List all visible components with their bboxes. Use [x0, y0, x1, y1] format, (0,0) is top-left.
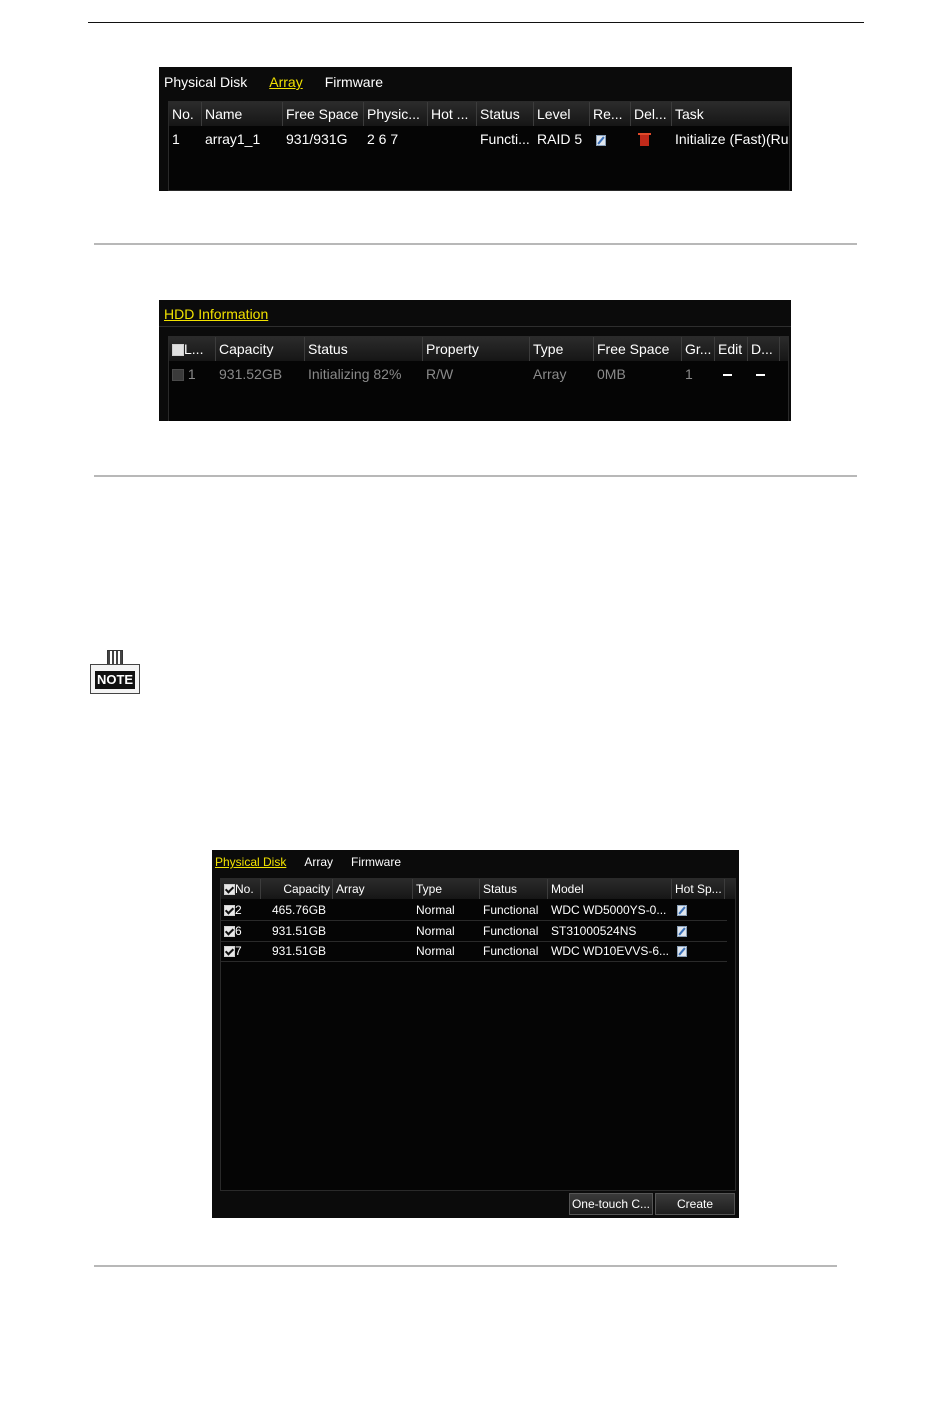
edit-icon[interactable] — [596, 135, 606, 146]
row-checkbox[interactable] — [224, 926, 235, 937]
col-name[interactable]: Name — [202, 102, 283, 126]
tab-physical-disk[interactable]: Physical Disk — [215, 855, 287, 869]
col-status[interactable]: Status — [477, 102, 534, 126]
col-group[interactable]: Gr... — [682, 337, 715, 361]
edit-icon[interactable] — [677, 946, 687, 957]
cell-capacity: 465.76GB — [272, 903, 327, 917]
cell-name: array1_1 — [205, 131, 261, 147]
cell-array — [333, 900, 413, 920]
cell-capacity: 931.51GB — [272, 944, 327, 958]
hdd-table — [168, 336, 789, 421]
note-label: NOTE — [96, 672, 134, 687]
table-row[interactable] — [169, 128, 789, 150]
col-no-text: No. — [235, 882, 254, 896]
cell-type: Array — [533, 366, 567, 382]
tab-firmware[interactable]: Firmware — [324, 74, 384, 90]
cell-capacity: 931.51GB — [272, 924, 327, 938]
array-table — [168, 101, 790, 191]
physical-disk-screenshot — [212, 850, 739, 1218]
cell-rebuild — [590, 128, 631, 150]
row-checkbox[interactable] — [172, 369, 184, 381]
cell-type: Normal — [416, 944, 455, 958]
cell-free-space: 931/931G — [286, 131, 348, 147]
create-button[interactable]: Create — [655, 1193, 735, 1215]
col-delete[interactable]: D... — [748, 337, 780, 361]
select-all-checkbox[interactable] — [172, 344, 184, 356]
cell-free-space: 0MB — [597, 366, 626, 382]
cell-type: Normal — [416, 924, 455, 938]
row-checkbox[interactable] — [224, 905, 235, 916]
cell-property: R/W — [426, 366, 454, 382]
cell-type: Normal — [416, 903, 455, 917]
cell-level: RAID 5 — [537, 131, 583, 147]
edit-icon[interactable] — [677, 926, 687, 937]
col-capacity[interactable]: Capacity — [261, 879, 333, 899]
tab-array[interactable]: Array — [269, 74, 303, 90]
cell-status: Functional — [483, 944, 539, 958]
col-task[interactable]: Task — [675, 106, 704, 122]
cell-task: Initialize (Fast)(Ru — [675, 131, 789, 147]
cell-no — [221, 921, 261, 941]
note-icon — [90, 650, 140, 695]
physical-disk-table-header — [221, 879, 735, 899]
row-checkbox[interactable] — [224, 946, 235, 957]
col-capacity[interactable]: Capacity — [216, 337, 305, 361]
cell-hot-spare — [672, 921, 725, 941]
array-table-header — [169, 102, 789, 126]
col-free-space[interactable]: Free Space — [283, 102, 364, 126]
cell-status: Initializing 82% — [308, 366, 402, 382]
cell-status: Functi... — [480, 131, 530, 147]
col-hot-spare[interactable]: Hot ... — [428, 102, 477, 126]
physical-disk-table — [220, 878, 736, 1191]
cell-hot-spare — [672, 900, 725, 920]
page-header-rule — [88, 22, 864, 23]
cell-no-text: 7 — [235, 944, 242, 958]
cell-no — [221, 900, 261, 920]
title-divider — [159, 326, 791, 327]
cell-model: WDC WD5000YS-0... — [551, 903, 667, 917]
cell-group: 1 — [685, 366, 693, 382]
cell-delete — [748, 363, 780, 385]
section-rule — [94, 475, 857, 477]
hdd-table-header — [169, 337, 788, 361]
cell-edit — [715, 363, 748, 385]
col-free-space[interactable]: Free Space — [594, 337, 682, 361]
col-status[interactable]: Status — [305, 337, 423, 361]
array-panel-screenshot — [159, 67, 792, 191]
cell-label — [169, 363, 216, 385]
cell-no — [221, 941, 261, 961]
delete-disabled-dash — [756, 374, 765, 376]
col-delete[interactable]: Del... — [631, 102, 672, 126]
section-rule — [94, 243, 857, 245]
col-type[interactable]: Type — [530, 337, 594, 361]
col-edit[interactable]: Edit — [715, 337, 748, 361]
select-all-checkbox[interactable] — [224, 884, 235, 895]
col-label[interactable] — [169, 337, 216, 361]
cell-capacity: 931.52GB — [219, 366, 283, 382]
hdd-information-title: HDD Information — [164, 306, 269, 322]
table-row[interactable] — [221, 941, 727, 962]
cell-physical: 2 6 7 — [367, 131, 399, 147]
edit-disabled-dash — [723, 374, 732, 376]
one-touch-config-button[interactable]: One-touch C... — [569, 1193, 653, 1215]
cell-array — [333, 921, 413, 941]
col-type[interactable]: Type — [413, 879, 480, 899]
tab-array[interactable]: Array — [304, 855, 334, 869]
col-hot-spare[interactable]: Hot Sp... — [672, 879, 725, 899]
cell-model: WDC WD10EVVS-6... — [551, 944, 670, 958]
col-label-text: L... — [184, 341, 204, 357]
cell-hot-spare — [672, 941, 725, 961]
cell-no-text: 2 — [235, 903, 242, 917]
tab-physical-disk[interactable]: Physical Disk — [164, 74, 248, 90]
table-row[interactable] — [221, 900, 727, 921]
section-rule — [94, 1265, 837, 1267]
col-status[interactable]: Status — [480, 879, 548, 899]
tab-firmware[interactable]: Firmware — [351, 855, 402, 869]
cell-model: ST31000524NS — [551, 924, 637, 938]
col-rebuild[interactable]: Re... — [590, 102, 631, 126]
col-level[interactable]: Level — [534, 102, 590, 126]
cell-array — [333, 941, 413, 961]
col-array[interactable]: Array — [333, 879, 413, 899]
col-physical[interactable]: Physic... — [364, 102, 428, 126]
edit-icon[interactable] — [677, 905, 687, 916]
col-model[interactable]: Model — [548, 879, 672, 899]
table-row[interactable] — [221, 921, 727, 942]
cell-status: Functional — [483, 903, 539, 917]
hdd-information-screenshot — [159, 300, 791, 421]
cell-status: Functional — [483, 924, 539, 938]
col-no[interactable]: No. — [169, 102, 202, 126]
table-row[interactable] — [169, 363, 788, 385]
trash-icon[interactable] — [640, 135, 649, 146]
cell-no: 1 — [172, 131, 180, 147]
col-property[interactable]: Property — [423, 337, 530, 361]
cell-label-text: 1 — [187, 366, 196, 382]
cell-delete — [631, 128, 672, 150]
col-no[interactable] — [221, 879, 261, 899]
cell-no-text: 6 — [235, 924, 242, 938]
cell-hot-spare — [428, 128, 477, 150]
